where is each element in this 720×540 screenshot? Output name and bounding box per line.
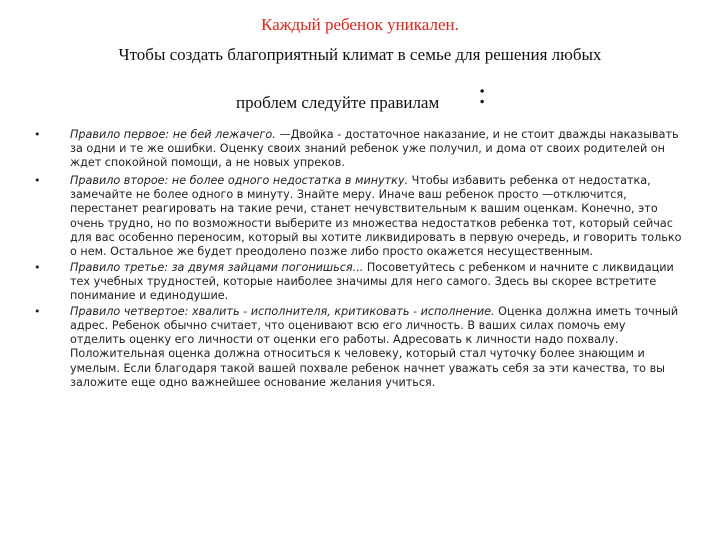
rule-text: Чтобы избавить ребенка от недостатка, замечайте не более одного в минуту. Знайте меру. Иначе ваш ребенок просто —отключится, перестанет реагировать на такие речи, станет нечувствительным к вашим оценкам. Конечно, это очень трудно, но по возможности выберите из множества недостатков ребенка тот, который сейчас для вас особенно переносим, который вы хотите ликвидировать в первую очередь, и говорить только о нем. Остальное же будет преодолено позже либо просто окажется несущественным. — [70, 174, 682, 258]
rule-title: Правило первое: не бей лежачего. — [70, 128, 276, 141]
rule-item-3 — [34, 261, 684, 303]
rule-text: Оценка должна иметь точный адрес. Ребенок обычно считает, что оценивают всю его личность. В ваших силах помочь ему отделить оценку его личности от оценки его работы. Адресовать к личности надо похвалу. Положительная оценка должна относиться к человеку, который стал чуточку более знающим и умелым. Если благодаря такой вашей похвале ребенок начнет уважать себя за эти качества, то вы заложите еще одно важнейшее основание желания учиться. — [70, 305, 679, 389]
rules-list — [34, 128, 684, 390]
rule-text: —Двойка - достаточное наказание, и не стоит дважды наказывать за одни и те же ошибки. Оценку своих знаний ребенок уже получил, и дома от своих родителей он ждет спокойной помощи, а не новых упреков. — [70, 128, 679, 170]
rule-item-1 — [34, 128, 684, 170]
rule-text: Посоветуйтесь с ребенком и начните с ликвидации тех учебных трудностей, которые наиболее значимы для него самого. Здесь вы скорее встретите понимание и единодушие. — [70, 260, 674, 303]
rule-title: Правило четвертое: хвалить - исполнителя, критиковать - исполнение. — [70, 305, 495, 319]
slide-title: Каждый ребенок уникален. — [261, 15, 459, 34]
bullet-icon: • — [34, 174, 41, 188]
rule-title: Правило второе: не более одного недостатка в минутку. — [70, 174, 409, 188]
slide-subtitle-line-1: Чтобы создать благоприятный климат в семье для решения любых — [118, 45, 602, 64]
slide-subtitle-line-2: проблем следуйте правилам — [236, 93, 440, 112]
rule-item-4 — [34, 305, 684, 390]
rule-item-2 — [34, 174, 684, 259]
bullet-icon: • — [34, 128, 41, 141]
bullet-icon: • — [34, 305, 41, 319]
bullet-icon: • — [34, 260, 41, 274]
slide-subtitle-colon: : — [478, 77, 487, 110]
rule-title: Правило третье: за двумя зайцами погонишься... — [70, 260, 364, 274]
